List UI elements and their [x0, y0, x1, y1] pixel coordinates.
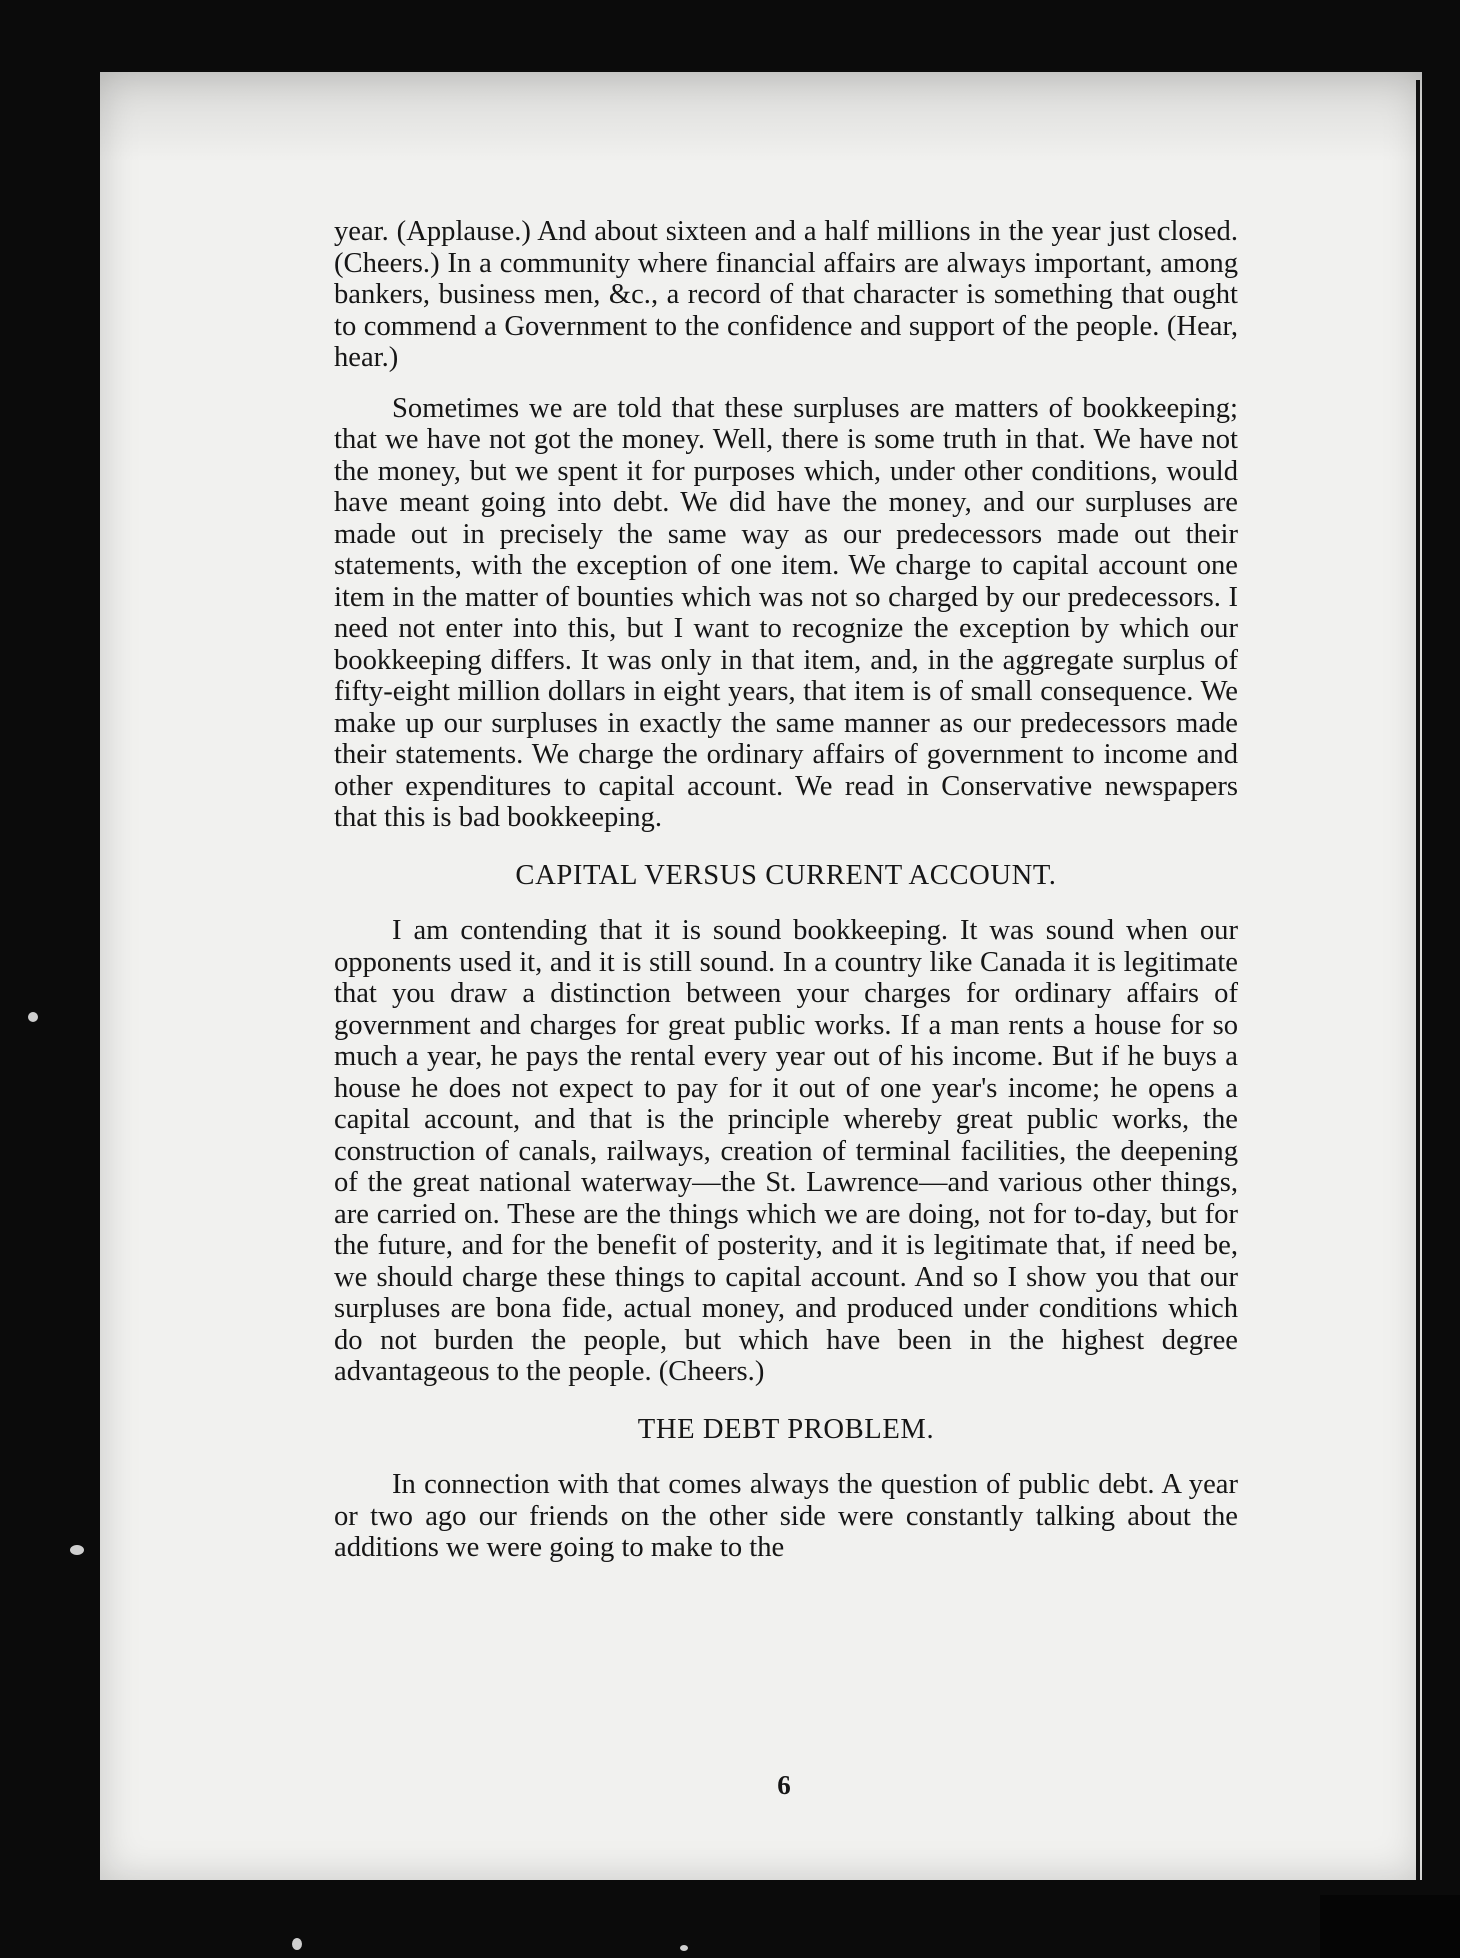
paragraph-applause: year. (Applause.) And about sixteen and a half millions in the year just closed. (Cheers.) In a community where financial affairs are always important, among bankers, business men, &c., a record of that character is something that ought to commend a Government to the confidence and support of the people. (Hear, hear.): [334, 216, 1238, 373]
section-heading-debt: THE DEBT PROBLEM.: [637, 1413, 935, 1445]
document-body: [334, 216, 1238, 1564]
scan-speck: [680, 1945, 688, 1951]
scan-corner-shadow: [1320, 1895, 1460, 1958]
paragraph-spacer: [334, 374, 1238, 393]
page-number: 6: [777, 1770, 791, 1800]
paragraph-surpluses: Sometimes we are told that these surpluses are matters of bookkeeping; that we have not got the money. Well, there is some truth in that. We have not the money, but we spent it for purposes which, under other conditions, would have meant going into debt. We did have the money, and our surpluses are made out in precisely the same way as our predecessors made out their statements, with the exception of one item. We charge to capital account one item in the matter of bounties which was not so charged by our predecessors. I need not enter into this, but I want to recognize the exception by which our bookkeeping differs. It was only in that item, and, in the aggregate surplus of fifty-eight million dollars in eight years, that item is of small consequence. We make up our surpluses in exactly the same manner as our predecessors made their statements. We charge the ordinary affairs of government to income and other expenditures to capital account. We read in Conservative newspapers that this is bad bookkeeping.: [334, 392, 1238, 833]
page-right-edge: [1416, 80, 1420, 1880]
scan-speck: [28, 1012, 38, 1022]
paragraph-public-debt: In connection with that comes always the question of public debt. A year or two ago our friends on the other side were constantly talking about the additions we were going to make to the: [334, 1469, 1238, 1563]
scan-speck: [70, 1545, 84, 1555]
scan-speck: [292, 1938, 302, 1950]
page-top-shading: [100, 72, 1422, 162]
paragraph-capital-account: I am contending that it is sound bookkeeping. It was sound when our opponents used it, and it is still sound. In a country like Canada it is legitimate that you draw a distinction between your charges for ordinary affairs of government and charges for great public works. If a man rents a house for so much a year, he pays the rental every year out of his income. But if he buys a house he does not expect to pay for it out of one year's income; he opens a capital account, and that is the principle whereby great public works, the construction of canals, railways, creation of terminal facilities, the deepening of the great national waterway—the St. Lawrence—and various other things, are carried on. These are the things which we are doing, not for to-day, but for the future, and for the benefit of posterity, and it is legitimate that, if need be, we should charge these things to capital account. And so I show you that our surpluses are bona fide, actual money, and produced under conditions which do not burden the people, but which have been in the highest degree advantageous to the people. (Cheers.): [334, 915, 1238, 1387]
section-heading-capital: CAPITAL VERSUS CURRENT ACCOUNT.: [515, 859, 1057, 891]
